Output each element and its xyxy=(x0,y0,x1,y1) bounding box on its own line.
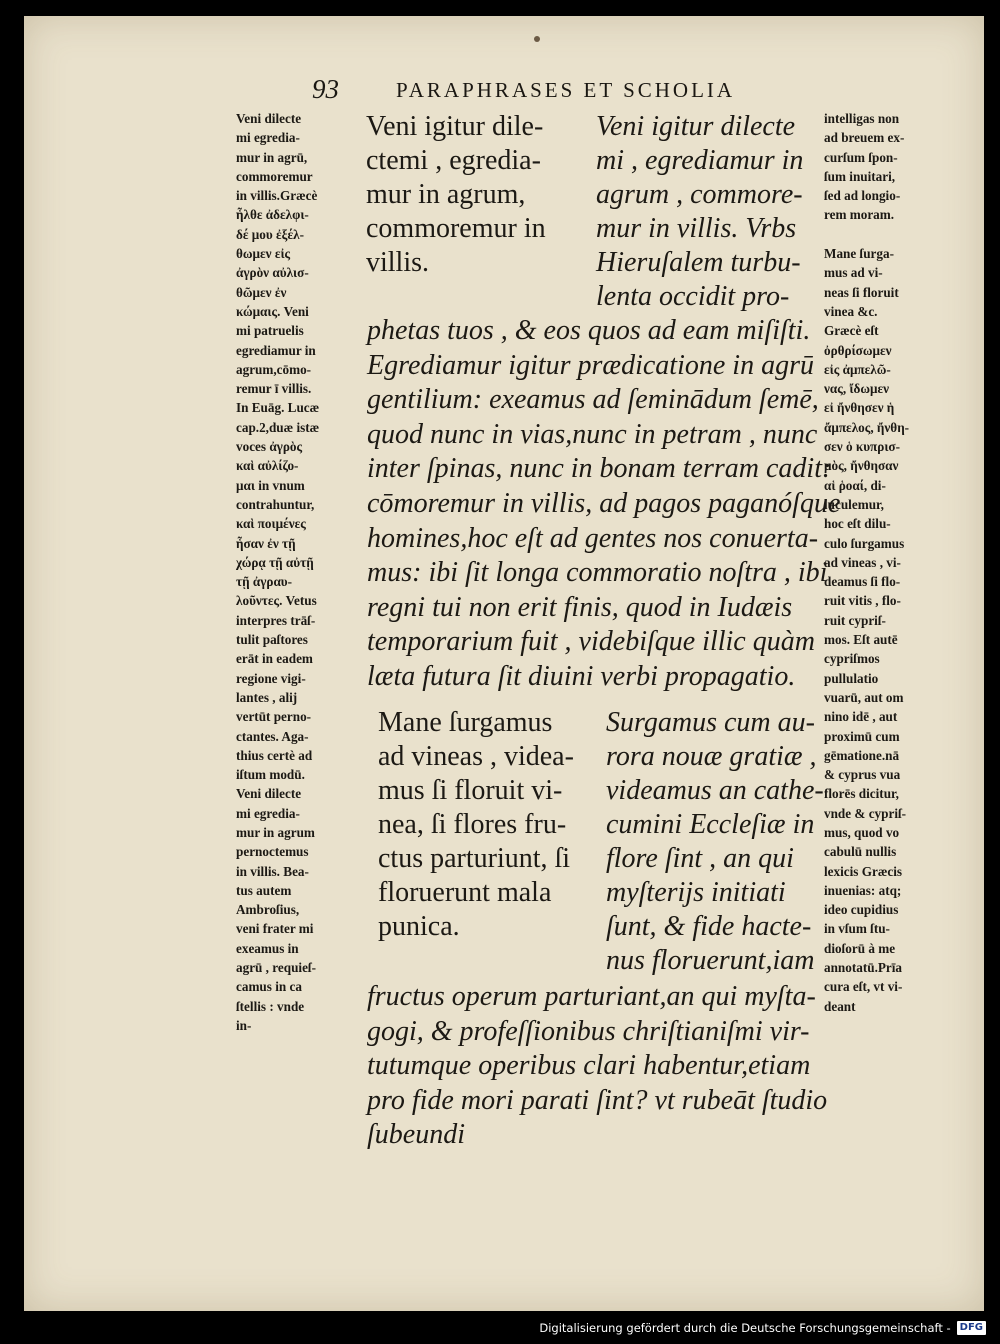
margin-line: contrahuntur, xyxy=(236,496,315,512)
margin-line: vinea &c. xyxy=(824,303,878,319)
margin-line: florēs dicitur, xyxy=(824,786,899,802)
margin-line: cura eſt, vt vi- xyxy=(824,979,903,995)
paraphrase-line: pro fide mori parati ſint? vt rubeāt ſtudio xyxy=(367,1084,828,1116)
margin-line: ſtellis : vnde xyxy=(236,998,305,1014)
margin-line: σεν ὁ κυπρισ- xyxy=(824,439,900,455)
paraphrase-1-wide xyxy=(367,314,841,695)
verse-line: mur in agrum, xyxy=(366,179,526,210)
paraphrase-line: rora nouæ gratiæ , xyxy=(606,741,817,772)
paraphrase-1-narrow xyxy=(596,110,826,314)
margin-line: καὶ αὐλίζο- xyxy=(236,458,299,474)
margin-line: commoremur xyxy=(236,168,313,184)
margin-line: thius certè ad xyxy=(236,747,313,763)
margin-line: μὸς, ἤνθησαν xyxy=(824,458,899,474)
verse-line: villis. xyxy=(366,247,430,278)
margin-line: nino idē , aut xyxy=(824,709,898,725)
margin-line: in- xyxy=(236,1017,252,1033)
margin-line: interpres trāſ- xyxy=(236,612,316,628)
verse-line: ad vineas , videa- xyxy=(378,741,574,772)
margin-line: Veni dilecte xyxy=(236,111,302,126)
margin-line: culo ſurgamus xyxy=(824,535,905,551)
margin-line: deant xyxy=(824,998,856,1014)
margin-line: Græcè eſt xyxy=(824,323,879,339)
paraphrase-line: lenta occidit pro- xyxy=(596,281,790,312)
paraphrase-line: Egrediamur igitur prædicatione in agrū xyxy=(367,349,814,381)
margin-line: tus autem xyxy=(236,882,292,898)
verse-line: punica. xyxy=(378,911,460,942)
paraphrase-line: gogi, & profeſſionibus chriſtianiſmi vir- xyxy=(367,1015,810,1047)
margin-line: mos. Eſt autē xyxy=(824,632,898,648)
paraphrase-line: regni tui non erit finis, quod in Iudæis xyxy=(367,591,793,623)
verse-line: ctus parturiunt, ſi xyxy=(378,843,571,874)
margin-line: mur in agrum xyxy=(236,824,315,840)
margin-line: mi egredia- xyxy=(236,805,300,821)
paraphrase-line: mi , egrediamur in xyxy=(596,145,804,176)
margin-line: mus ad vi- xyxy=(824,265,883,281)
paraphrase-line: Veni igitur dilecte xyxy=(596,111,796,142)
dfg-logo-icon: DFG xyxy=(957,1321,986,1335)
margin-line: agrum,cōmo- xyxy=(236,361,312,377)
paraphrase-line: videamus an cathe- xyxy=(606,775,824,806)
margin-line xyxy=(824,225,964,244)
margin-line: αἱ ῥοαί, di- xyxy=(824,477,886,493)
paraphrase-line: cumini Eccleſiæ in xyxy=(606,809,815,840)
margin-line: ruit cypriſ- xyxy=(824,612,886,628)
margin-line: ἀγρὸν αὐλισ- xyxy=(236,265,309,281)
margin-line: hoc eſt dilu- xyxy=(824,516,891,532)
margin-line: veni frater mi xyxy=(236,921,314,937)
verse-1-text xyxy=(366,110,601,280)
paraphrase-line: cōmoremur in villis, ad pagos paganóſque xyxy=(367,487,841,519)
margin-line: luculemur, xyxy=(824,496,884,512)
margin-line: κώμαις. Veni xyxy=(236,303,309,319)
digitization-footer xyxy=(539,1320,986,1336)
margin-line: ἄμπελος, ἤνθη- xyxy=(824,419,910,435)
margin-line: lantes , alij xyxy=(236,689,298,705)
margin-line: λοῦντες. Vetus xyxy=(236,593,317,609)
paraphrase-line: agrum , commore- xyxy=(596,179,803,210)
margin-line: ſum inuitari, xyxy=(824,168,896,184)
margin-line: ἦλθε ἀδελφι- xyxy=(236,207,309,223)
left-margin-notes xyxy=(236,109,374,1035)
margin-line: νας, ἴδωμεν xyxy=(824,381,889,397)
paraphrase-line: gentilium: exeamus ad ſeminādum ſemē, xyxy=(367,384,819,416)
margin-line: ſed ad longio- xyxy=(824,188,901,204)
running-head: PARAPHRASES ET SCHOLIA xyxy=(396,78,736,102)
verse-line: floruerunt mala xyxy=(378,877,552,908)
margin-line: in vſum ſtu- xyxy=(824,921,890,937)
verse-line: commoremur in xyxy=(366,213,546,244)
verse-line: mus ſi floruit vi- xyxy=(378,775,563,806)
margin-line: Veni dilecte xyxy=(236,786,302,802)
margin-line: & cyprus vua xyxy=(824,767,901,783)
page-header xyxy=(24,74,984,114)
verse-line: nea, ſi flores fru- xyxy=(378,809,567,840)
margin-line: mi patruelis xyxy=(236,323,304,339)
footer-credit: Digitalisierung gefördert durch die Deutsche Forschungsgemeinschaft - xyxy=(539,1321,951,1335)
margin-line: iſtum modū. xyxy=(236,767,305,783)
margin-line: cap.2,duæ istæ xyxy=(236,419,320,435)
margin-line: vertūt perno- xyxy=(236,709,312,725)
margin-line: mi egredia- xyxy=(236,130,300,146)
margin-line: tulit paſtores xyxy=(236,632,308,648)
margin-line: exeamus in xyxy=(236,940,299,956)
margin-line: ἦσαν ἐν τῇ xyxy=(236,535,296,551)
margin-line: ad breuem ex- xyxy=(824,130,905,146)
margin-line: gēmatione.nā xyxy=(824,747,900,763)
margin-line: μαι in vnum xyxy=(236,477,305,493)
margin-line: καὶ ποιμένες xyxy=(236,516,306,532)
margin-line: regione vigi- xyxy=(236,670,306,686)
margin-line: χώρᾳ τῇ αὐτῇ xyxy=(236,554,314,570)
margin-line: Mane ſurga- xyxy=(824,246,894,262)
margin-line: agrū , requieſ- xyxy=(236,960,316,976)
margin-line: inuenias: atq; xyxy=(824,882,902,898)
margin-line: camus in ca xyxy=(236,979,302,995)
paraphrase-line: Surgamus cum au- xyxy=(606,707,815,738)
margin-line: vuarū, aut om xyxy=(824,689,904,705)
margin-line: egrediamur in xyxy=(236,342,316,358)
margin-line: εἰς ἀμπελῶ- xyxy=(824,361,891,377)
margin-line: εἰ ἤνθησεν ἡ xyxy=(824,400,895,416)
margin-line: θωμεν εἰς xyxy=(236,246,291,262)
book-page xyxy=(24,16,984,1311)
verse-line: Mane ſurgamus xyxy=(378,707,553,738)
paraphrase-line: myſterijs initiati xyxy=(606,877,786,908)
paraphrase-line: læta futura ſit diuini verbi propagatio. xyxy=(367,660,796,692)
margin-line: ad vineas , vi- xyxy=(824,554,901,570)
paraphrase-line: flore ſint , an qui xyxy=(606,843,794,874)
margin-line: proximū cum xyxy=(824,728,900,744)
verse-line: Veni igitur dile- xyxy=(366,111,544,142)
margin-line: ruit vitis , flo- xyxy=(824,593,901,609)
margin-line: θῶμεν ἐν xyxy=(236,284,287,300)
paraphrase-line: ſubeundi xyxy=(367,1119,465,1151)
margin-line: τῇ ἀγραυ- xyxy=(236,574,293,590)
verse-line: ctemi , egredia- xyxy=(366,145,541,176)
margin-line: mus, quod vo xyxy=(824,824,900,840)
paraphrase-line: inter ſpinas, nunc in bonam terram cadit: xyxy=(367,453,832,485)
margin-line: pullulatio xyxy=(824,670,879,686)
margin-line: In Euāg. Lucæ xyxy=(236,400,320,416)
margin-line: curſum ſpon- xyxy=(824,149,898,165)
margin-line: annotatū.Prīa xyxy=(824,960,903,976)
paraphrase-line: temporarium fuit , videbiſque illic quàm xyxy=(367,626,815,658)
margin-line: vnde & cypriſ- xyxy=(824,805,907,821)
margin-line: pernoctemus xyxy=(236,844,309,860)
margin-line: δέ μου ἐξέλ- xyxy=(236,226,305,242)
paraphrase-2-wide xyxy=(367,980,837,1153)
paraphrase-line: quod nunc in vias,nunc in petram , nunc xyxy=(367,418,818,450)
paraphrase-line: Hieruſalem turbu- xyxy=(596,247,801,278)
margin-line: erāt in eadem xyxy=(236,651,313,667)
paraphrase-line: mur in villis. Vrbs xyxy=(596,213,797,244)
margin-line: remur ī villis. xyxy=(236,381,312,397)
margin-line: in villis.Græcè xyxy=(236,188,318,204)
paraphrase-line: homines,hoc eſt ad gentes nos conuerta- xyxy=(367,522,819,554)
margin-line: intelligas non xyxy=(824,111,900,126)
margin-line: in villis. Bea- xyxy=(236,863,309,879)
paraphrase-line: nus floruerunt,iam xyxy=(606,945,815,976)
paraphrase-line: ſunt, & fide hacte- xyxy=(606,911,812,942)
page-number: 93 xyxy=(312,74,339,104)
paraphrase-line: tutumque operibus clari habentur,etiam xyxy=(367,1050,811,1082)
margin-line: dioſorū à me xyxy=(824,940,896,956)
margin-line: ὀρθρίσωμεν xyxy=(824,342,892,358)
margin-line: cabulū nullis xyxy=(824,844,897,860)
paper-blemish xyxy=(534,36,540,42)
margin-line: Ambroſius, xyxy=(236,902,300,918)
verse-2-text xyxy=(378,706,608,944)
margin-line: lexicis Græcis xyxy=(824,863,903,879)
paraphrase-line: mus: ibi ſit longa commoratio noſtra , ibi xyxy=(367,557,828,589)
margin-line: mur in agrū, xyxy=(236,149,308,165)
margin-line: deamus ſi flo- xyxy=(824,574,901,590)
margin-line: rem moram. xyxy=(824,207,895,223)
margin-line: neas ſi floruit xyxy=(824,284,899,300)
paraphrase-2-narrow xyxy=(606,706,831,978)
margin-line: cypriſmos xyxy=(824,651,880,667)
right-margin-notes xyxy=(824,109,964,1016)
margin-line: ideo cupidius xyxy=(824,902,899,918)
paraphrase-line: phetas tuos , & eos quos ad eam miſiſti. xyxy=(367,315,811,346)
paraphrase-line: fructus operum parturiant,an qui myſta- xyxy=(367,981,816,1012)
margin-line: voces ἀγρὸς xyxy=(236,439,303,455)
margin-line: ctantes. Aga- xyxy=(236,728,309,744)
